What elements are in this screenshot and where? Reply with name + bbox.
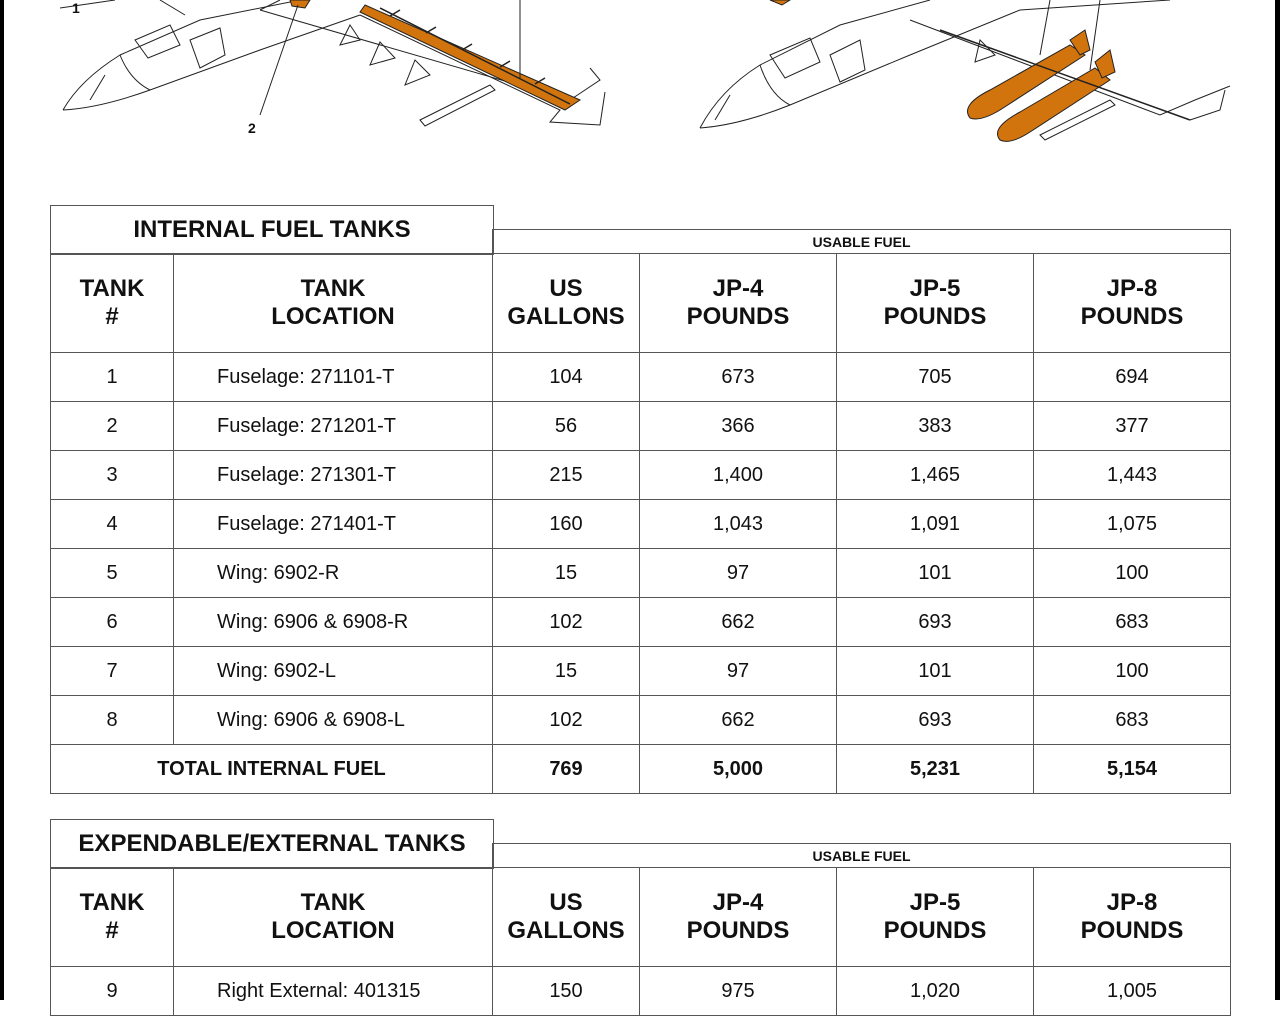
callout-2: 2 xyxy=(248,120,256,136)
header-jp4-pounds: JP-4 POUNDS xyxy=(640,254,837,353)
wing-fuel-tank-highlight xyxy=(360,5,580,110)
jp4-pounds-cell: 366 xyxy=(640,402,837,451)
tank-location-cell: Wing: 6902-R xyxy=(174,549,493,598)
tank-location-cell: Wing: 6902-L xyxy=(174,647,493,696)
jp4-pounds-cell: 673 xyxy=(640,353,837,402)
header-tank-number: TANK # xyxy=(51,254,174,353)
total-internal-fuel-row xyxy=(51,745,1231,794)
jp4-pounds-cell: 1,400 xyxy=(640,451,837,500)
jp8-pounds-cell: 694 xyxy=(1034,353,1231,402)
table-row xyxy=(51,967,1231,1016)
jp5-pounds-cell: 1,091 xyxy=(837,500,1034,549)
header-tank-location: TANK LOCATION xyxy=(174,868,493,967)
us-gallons-cell: 215 xyxy=(493,451,640,500)
tank-location-cell: Fuselage: 271201-T xyxy=(174,402,493,451)
jp8-pounds-cell: 100 xyxy=(1034,549,1231,598)
table-row xyxy=(51,696,1231,745)
header-us-gallons: US GALLONS xyxy=(493,254,640,353)
tank-number-cell: 4 xyxy=(51,500,174,549)
tank-location-cell: Right External: 401315 xyxy=(174,967,493,1016)
external-table-grid xyxy=(50,867,1231,1016)
tank-number-cell: 2 xyxy=(51,402,174,451)
tank-location-cell: Fuselage: 271401-T xyxy=(174,500,493,549)
us-gallons-cell: 102 xyxy=(493,598,640,647)
jp5-pounds-cell: 1,465 xyxy=(837,451,1034,500)
tank-number-cell: 1 xyxy=(51,353,174,402)
us-gallons-cell: 150 xyxy=(493,967,640,1016)
jp8-pounds-cell: 1,075 xyxy=(1034,500,1231,549)
callout-1: 1 xyxy=(72,0,80,16)
tank-number-cell: 6 xyxy=(51,598,174,647)
header-row xyxy=(51,868,1231,967)
jp5-pounds-cell: 693 xyxy=(837,696,1034,745)
jp8-pounds-cell: 377 xyxy=(1034,402,1231,451)
header-jp5-pounds: JP-5 POUNDS xyxy=(837,254,1034,353)
jp8-pounds-cell: 683 xyxy=(1034,696,1231,745)
us-gallons-cell: 56 xyxy=(493,402,640,451)
jp4-pounds-cell: 662 xyxy=(640,598,837,647)
table-row xyxy=(51,549,1231,598)
tank-location-cell: Wing: 6906 & 6908-R xyxy=(174,598,493,647)
us-gallons-cell: 102 xyxy=(493,696,640,745)
table-row xyxy=(51,402,1231,451)
total-label: TOTAL INTERNAL FUEL xyxy=(51,745,493,794)
header-jp5-pounds: JP-5 POUNDS xyxy=(837,868,1034,967)
jp8-pounds-cell: 1,443 xyxy=(1034,451,1231,500)
tank-number-cell: 5 xyxy=(51,549,174,598)
tank-number-cell: 7 xyxy=(51,647,174,696)
jp4-pounds-cell: 975 xyxy=(640,967,837,1016)
header-jp4-pounds: JP-4 POUNDS xyxy=(640,868,837,967)
table-row xyxy=(51,598,1231,647)
jp5-pounds-cell: 101 xyxy=(837,549,1034,598)
jp8-pounds-cell: 683 xyxy=(1034,598,1231,647)
header-tank-location: TANK LOCATION xyxy=(174,254,493,353)
tank-number-cell: 3 xyxy=(51,451,174,500)
jp5-pounds-cell: 693 xyxy=(837,598,1034,647)
us-gallons-cell: 15 xyxy=(493,647,640,696)
tank-number-cell: 9 xyxy=(51,967,174,1016)
jp5-pounds-cell: 383 xyxy=(837,402,1034,451)
page-border-right xyxy=(1275,0,1280,1000)
header-jp8-pounds: JP-8 POUNDS xyxy=(1034,254,1231,353)
internal-fuel-tanks-table xyxy=(50,205,1230,797)
tank-location-cell: Wing: 6906 & 6908-L xyxy=(174,696,493,745)
total-jp8: 5,154 xyxy=(1034,745,1231,794)
jp5-pounds-cell: 101 xyxy=(837,647,1034,696)
us-gallons-cell: 104 xyxy=(493,353,640,402)
tank-location-cell: Fuselage: 271301-T xyxy=(174,451,493,500)
usable-fuel-label: USABLE FUEL xyxy=(492,843,1231,868)
usable-fuel-label: USABLE FUEL xyxy=(492,229,1231,254)
external-table-title: EXPENDABLE/EXTERNAL TANKS xyxy=(50,819,494,869)
jp5-pounds-cell: 705 xyxy=(837,353,1034,402)
jp4-pounds-cell: 97 xyxy=(640,549,837,598)
total-gallons: 769 xyxy=(493,745,640,794)
internal-tanks-illustration xyxy=(60,0,620,160)
jp8-pounds-cell: 1,005 xyxy=(1034,967,1231,1016)
internal-table-title: INTERNAL FUEL TANKS xyxy=(50,205,494,255)
tank-location-cell: Fuselage: 271101-T xyxy=(174,353,493,402)
total-jp5: 5,231 xyxy=(837,745,1034,794)
tank-number-cell: 8 xyxy=(51,696,174,745)
jp8-pounds-cell: 100 xyxy=(1034,647,1231,696)
total-jp4: 5,000 xyxy=(640,745,837,794)
us-gallons-cell: 160 xyxy=(493,500,640,549)
external-tanks-illustration xyxy=(690,0,1240,160)
jp4-pounds-cell: 1,043 xyxy=(640,500,837,549)
table-row xyxy=(51,451,1231,500)
jp4-pounds-cell: 662 xyxy=(640,696,837,745)
table-row xyxy=(51,353,1231,402)
jp4-pounds-cell: 97 xyxy=(640,647,837,696)
jp5-pounds-cell: 1,020 xyxy=(837,967,1034,1016)
header-tank-number: TANK # xyxy=(51,868,174,967)
page-border-left xyxy=(0,0,4,1000)
us-gallons-cell: 15 xyxy=(493,549,640,598)
internal-table-grid xyxy=(50,253,1231,794)
header-jp8-pounds: JP-8 POUNDS xyxy=(1034,868,1231,967)
external-tanks-table xyxy=(50,819,1230,1000)
table-row xyxy=(51,647,1231,696)
header-row xyxy=(51,254,1231,353)
header-us-gallons: US GALLONS xyxy=(493,868,640,967)
table-row xyxy=(51,500,1231,549)
